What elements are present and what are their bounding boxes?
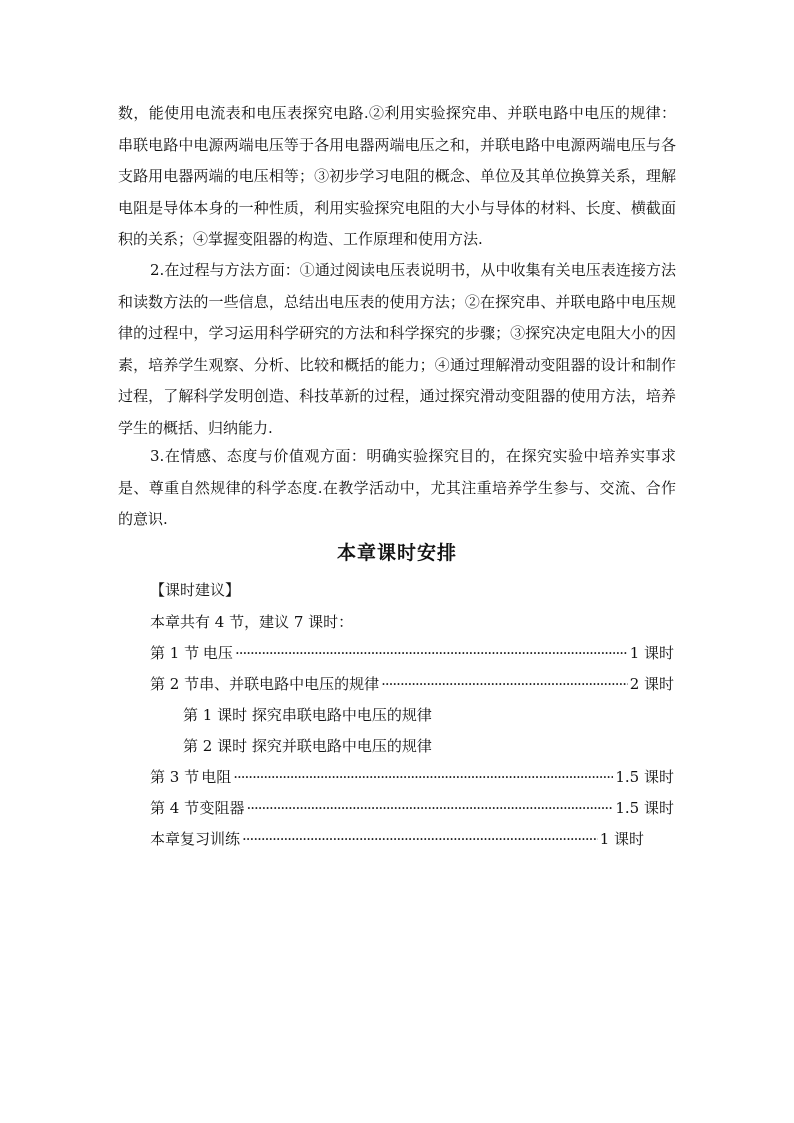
schedule-title: 本章课时安排 [336, 542, 457, 564]
toc-row-section-3 [150, 767, 674, 787]
toc-leader-dots [381, 674, 628, 694]
toc-section-hours: 1.5 课时 [615, 799, 674, 817]
toc-section-name: 电阻 [201, 768, 232, 786]
toc-section-hours: 1 课时 [629, 644, 674, 662]
toc-sublesson-2: 第 2 课时 探究并联电路中电压的规律 [183, 737, 432, 755]
toc-leader-dots [246, 798, 613, 818]
toc-section-hours: 2 课时 [629, 675, 674, 693]
toc-review-name: 本章复习训练 [150, 830, 241, 848]
toc-row-section-2 [150, 674, 674, 694]
toc-section-name: 变阻器 [199, 799, 245, 817]
toc-section-name: 串、并联电路中电压的规律 [199, 675, 380, 693]
toc-row-section-4 [150, 798, 674, 818]
schedule-subtitle: 【课时建议】 [150, 581, 241, 599]
toc-review-hours: 1 课时 [599, 830, 644, 848]
toc-section-name: 电压 [202, 644, 233, 662]
objectives-paragraph-3: 3.在情感、态度与价值观方面：明确实验探究目的，在探究实验中培养实事求是、尊重自然规律的科学态度.在教学活动中，尤其注重培养学生参与、交流、合作的意识. [118, 447, 676, 528]
toc-leader-dots [233, 767, 613, 787]
schedule-summary: 本章共有 4 节，建议 7 课时： [150, 613, 354, 631]
objectives-paragraph-2: 2.在过程与方法方面：①通过阅读电压表说明书，从中收集有关电压表连接方法和读数方法的一些信息，总结出电压表的使用方法；②在探究串、并联电路中电压规律的过程中，学习运用科学研究的方法和科学探究的步骤；③探究决定电阻大小的因素，培养学生观察、分析、比较和概括的能力；④通过理解滑动变阻器的设计和制作过程，了解科学发明创造、科技革新的过程，通过探究滑动变阻器的使用方法，培养学生的概括、归纳能力. [118, 261, 676, 437]
toc-row-review [150, 829, 644, 849]
toc-section-number: 第 1 节 [150, 644, 200, 662]
toc-leader-dots [242, 829, 598, 849]
toc-row-section-1 [150, 643, 674, 663]
toc-section-number: 第 3 节 [150, 768, 200, 786]
objectives-paragraph-1: 数，能使用电流表和电压表探究电路.②利用实验探究串、并联电路中电压的规律：串联电路中电源两端电压等于各用电器两端电压之和，并联电路中电源两端电压与各支路用电器两端的电压相等；③初步学习电阻的概念、单位及其单位换算关系，理解电阻是导体本身的一种性质，利用实验探究电阻的大小与导体的材料、长度、横截面积的关系；④掌握变阻器的构造、工作原理和使用方法. [118, 104, 676, 248]
toc-section-number: 第 2 节 [150, 675, 200, 693]
toc-section-hours: 1.5 课时 [615, 768, 674, 786]
toc-section-number: 第 4 节 [150, 799, 200, 817]
toc-leader-dots [235, 643, 628, 663]
toc-sublesson-1: 第 1 课时 探究串联电路中电压的规律 [183, 706, 432, 724]
